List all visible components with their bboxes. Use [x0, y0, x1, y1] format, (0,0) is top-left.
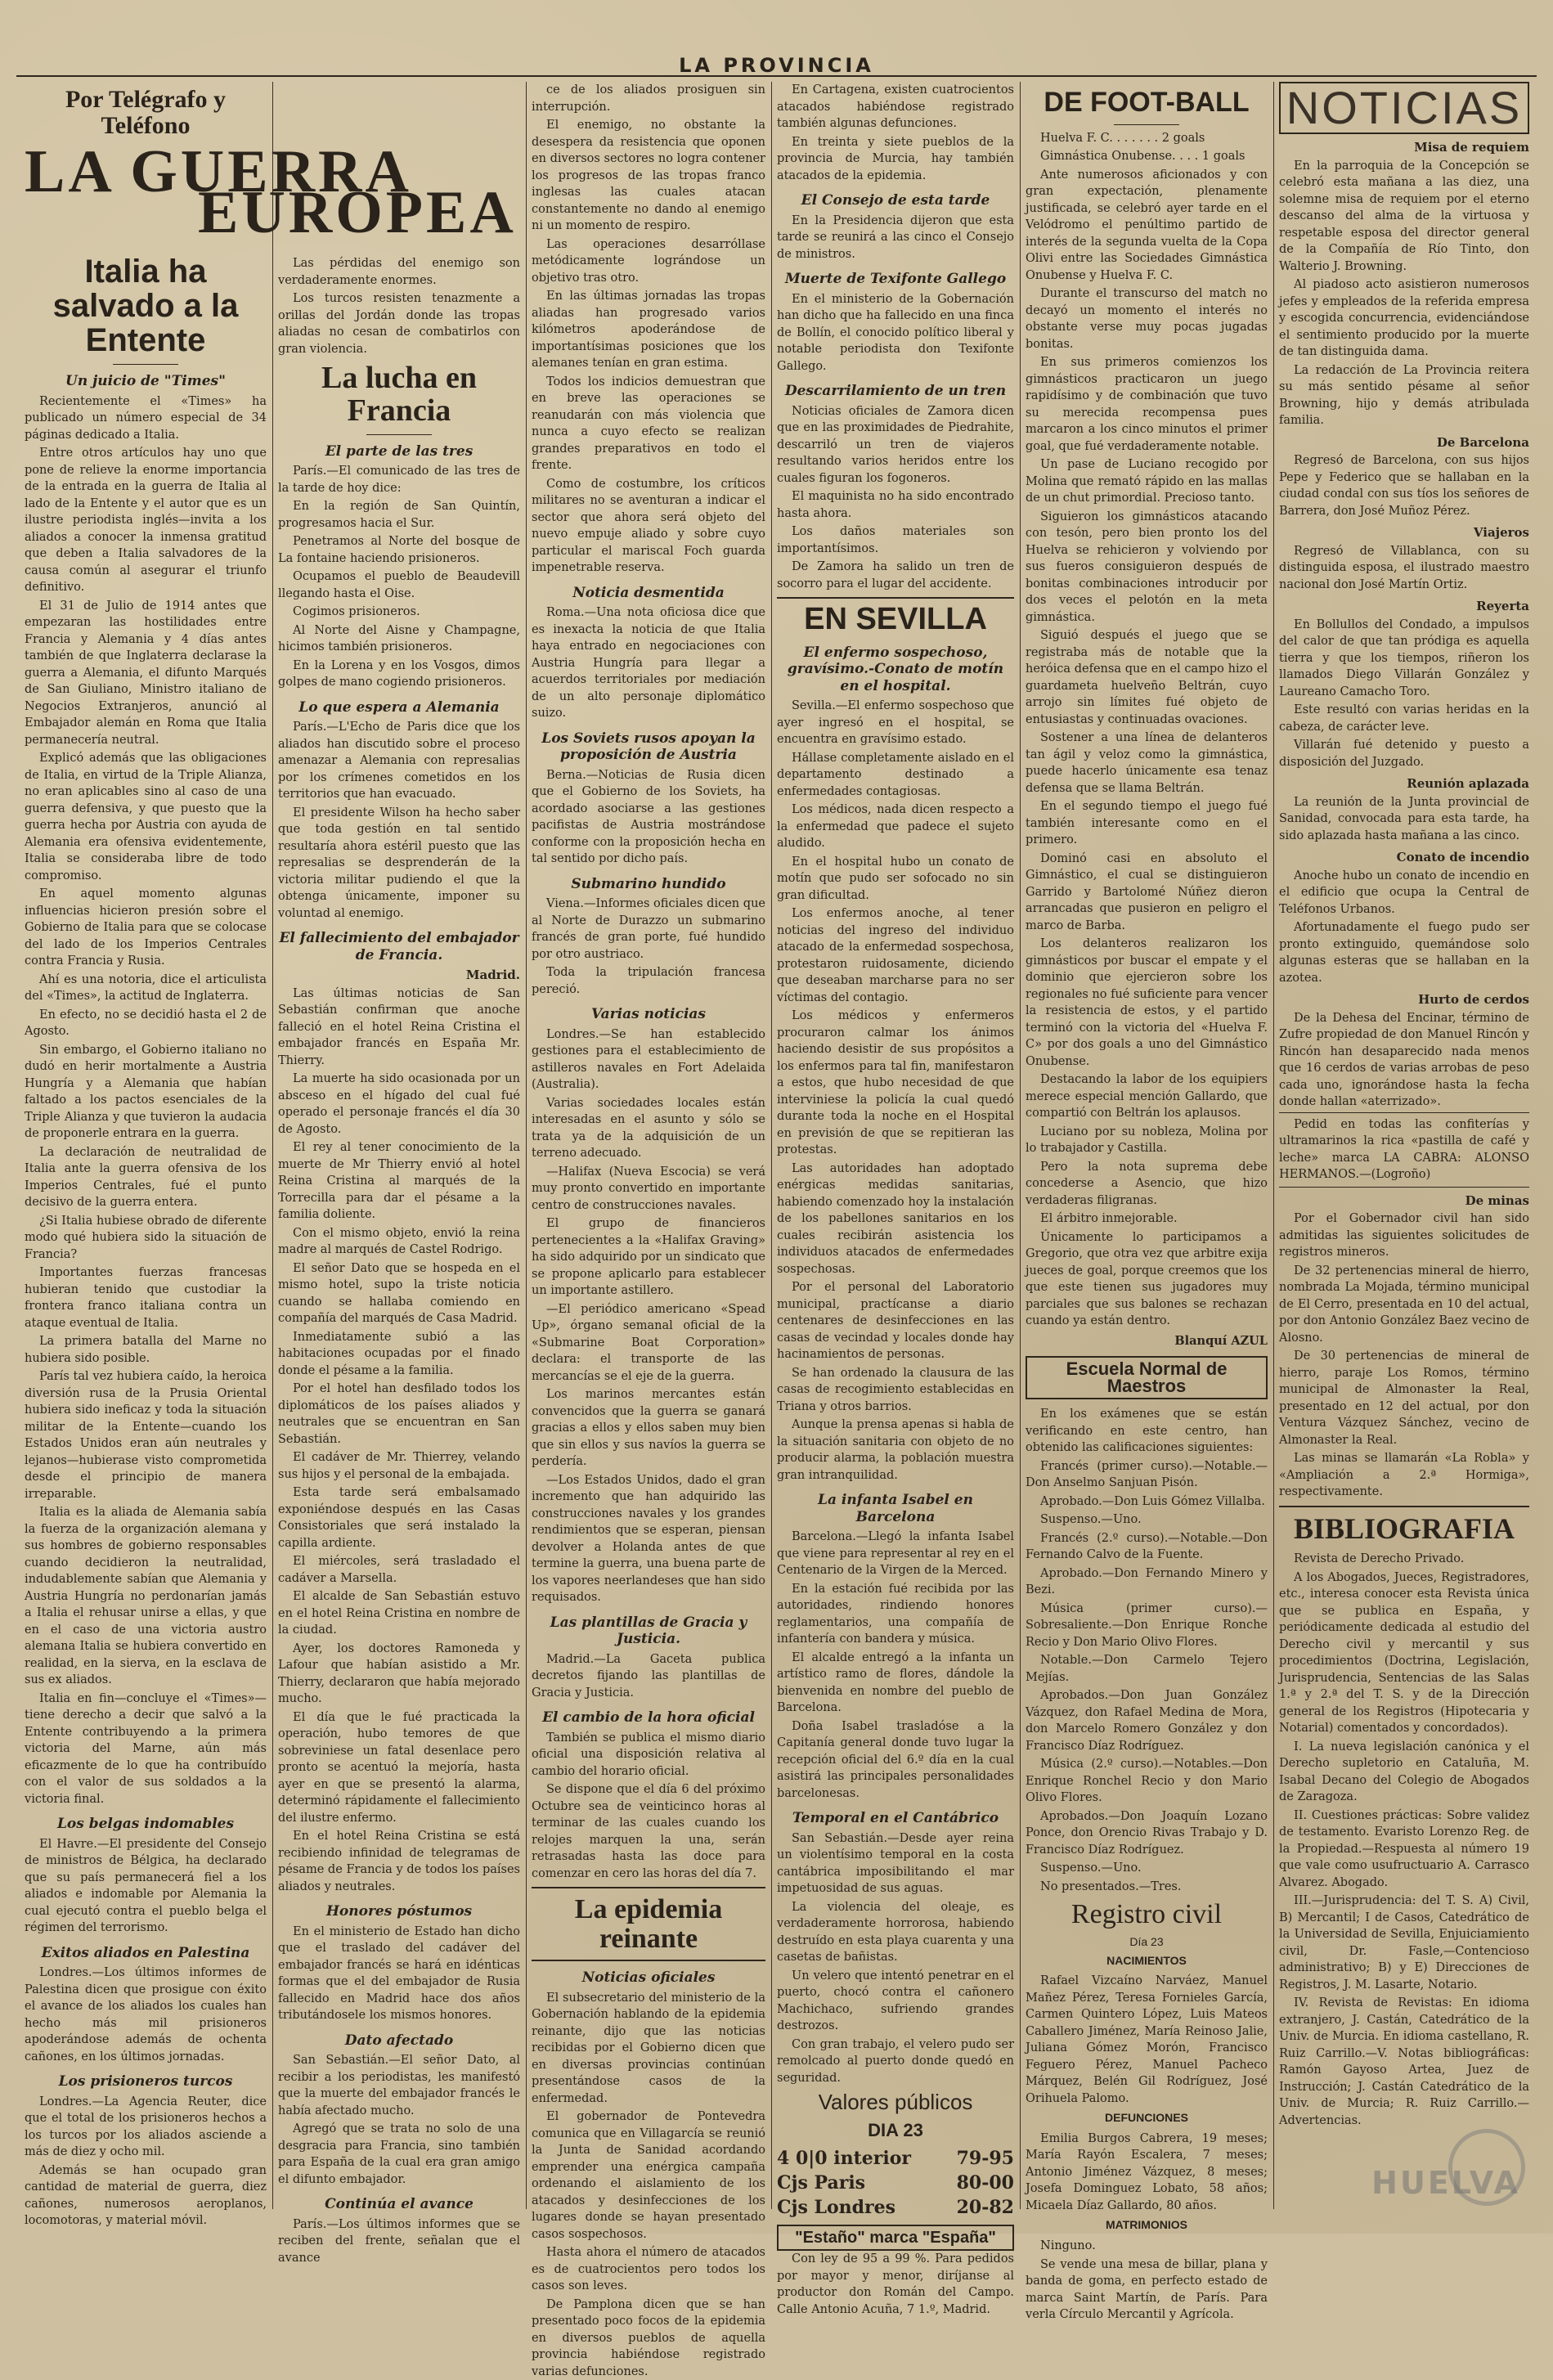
registro-headline: Registro civil — [1070, 1899, 1223, 1930]
article-paragraph: Este resultó con varias heridas en la cabeza, de carácter leve. — [1279, 703, 1529, 734]
article-paragraph: Como de costumbre, los críticos militares no se aventuran a indicar el sector que ahora será objeto del nuevo empuje aliado y sobre cuyo particular el mariscal Foch guarda impenetrable reserva. — [532, 477, 765, 574]
article-paragraph: Afortunadamente el fuego pudo ser pronto extinguido, quemándose solo algunas esteras que se hallaban en la azotea. — [1279, 921, 1529, 985]
article-paragraph: San Sebastián.—Desde ayer reina un violentísimo temporal en la costa cantábrica imposibilitando el mar impetuosidad de sus aguas. — [777, 1831, 1014, 1896]
infanta-subheadline: La infanta Isabel en Barcelona — [818, 1492, 973, 1525]
descarrilamiento-subheadline: Descarrilamiento de un tren — [784, 383, 1007, 399]
article-paragraph: De 32 pertenencias mineral de hierro, nombrada La Mojada, término municipal de El Cerro, presentada en 10 del actual, por don Antonio González Baez vecino de Alosno. — [1279, 1264, 1529, 1345]
article-paragraph: San Sebastián.—El señor Dato, al recibir a los periodistas, les manifestó que la muerte del embajador francés le había afectado mucho. — [278, 2054, 520, 2117]
article-paragraph: Destacando la labor de los equipiers merece especial mención Gallardo, que compartió con Beltrán los aplausos. — [1026, 1073, 1268, 1120]
article-paragraph: Cogimos prisioneros. — [293, 605, 420, 619]
article-paragraph: Doña Isabel trasladóse a la Capitanía general donde tuvo lugar la recepción oficial del 6.º día en la cual asistirá las principales personalidades barcelonesas. — [777, 1719, 1014, 1800]
matrimonios-header: MATRIMONIOS — [1105, 2218, 1188, 2232]
article-paragraph: Música (primer curso).—Sobresaliente.—Don Enrique Ronche Recio y Don Mario Olivo Flores. — [1026, 1601, 1268, 1649]
article-paragraph: La violencia del oleaje, es verdaderamente horrorosa, habiendo destruído en esta playa cuarenta y una casetas de bañistas. — [777, 1900, 1014, 1965]
article-paragraph: París tal vez hubiera caído, la heroica diversión rusa de la Prusia Oriental hubiera sido ineficaz y toda la situación militar de la Entente—cuando los Estados Unidos eran aún neutrales y lejanos—hubierase visto comprometida desde el principio de manera irreparable. — [25, 1370, 267, 1501]
valores-value: 80-00 — [956, 2171, 1014, 2194]
article-paragraph: Un pase de Luciano recogido por Molina que remató rápido en las mallas de un chut primordial. Precioso tanto. — [1026, 458, 1268, 505]
divider — [1114, 124, 1179, 125]
article-paragraph: El rey al tener conocimiento de la muerte de Mr Thierry envió al hotel Reina Cristina al marqués de la Torrecilla para dar el pésame a la familia doliente. — [278, 1141, 520, 1222]
article-paragraph: No presentados.—Tres. — [1040, 1879, 1182, 1893]
barcelona-subheadline: De Barcelona — [1436, 434, 1529, 450]
article-paragraph: París.—L'Echo de Paris dice que los aliados han discutido sobre el proceso amenazar a Alemania con represalias por los crímenes cometidos en los territorios que han evacuado. — [278, 721, 520, 802]
article-paragraph: El enemigo, no obstante la desespera da resistencia que oponen en diversos sectores no logra contener los progresos de las tropas franco inglesas las cuales atacan constantemente no dando al enemigo ni un momento de respiro. — [532, 119, 765, 232]
bibliografia-headline: BIBLIOGRAFIA — [1279, 1506, 1529, 1545]
italia-headline: Italia ha salvado a la Entente — [52, 254, 239, 358]
reyerta-subheadline: Reyerta — [1476, 599, 1529, 613]
article-paragraph: El 31 de Julio de 1914 antes que empezaran las hostilidades entre Francia y Alemania y 4 días antes también de que Inglaterra declarase la guerra a Alemania, el difunto Marqués de San Giuliano, Ministro italiano de Negocios Extranjeros, anunció al Embajador alemán en Roma que Italia permanecería neutral. — [25, 599, 267, 747]
estano-ad-headline: "Estaño" marca "España" — [777, 2225, 1014, 2252]
article-paragraph: Hállase completamente aislado en el departamento destinado a enfermedades contagiosas. — [777, 751, 1014, 798]
prisioneros-subheadline: Los prisioneros turcos — [58, 2073, 233, 2090]
article-paragraph: En treinta y siete pueblos de la provincia de Murcia, hay también atacados de la epidemia. — [777, 135, 1014, 182]
article-paragraph: El grupo de financieros pertenecientes a la «Halifax Graving» ha sido adquirido por un sindicato que se propone aplicarlo para establecer un importante astillero. — [532, 1217, 765, 1297]
article-paragraph: De Pamplona dicen que se han presentado poco focos de la epidemia en diversos pueblos de aquella provincia habiéndose registrado varias defunciones. — [532, 2297, 765, 2378]
article-paragraph: Italia es la aliada de Alemania sabía la fuerza de la organización alemana y sus hombres de gobierno responsables cuando decidieron la neutralidad, indudablemente sabían que Alemania y Austria Hungría no perdonarían jamás a Italia el rehusar unirse a ellas, y que en el caso de una victoria austro alemana Italia se hubiera convertido en realidad, en la sierva, en la esclava de sus ex aliados. — [25, 1506, 267, 1686]
article-paragraph: El Havre.—El presidente del Consejo de ministros de Bélgica, ha declarado que su país permanecerá fiel a los aliados e indomable por Alemania la cual ejecutó contra el pueblo belga el régimen del terrorismo. — [25, 1837, 267, 1934]
article-paragraph: Explicó además que las obligaciones de Italia, en virtud de la Triple Alianza, no eran aplicables sino al caso de una guerra defensiva, y que puesto que la guerra hecha por Austria con ayuda de Alemania era ofensiva evidentemente, Italia se consideraba libre de todo compromiso. — [25, 752, 267, 882]
article-paragraph: —Los Estados Unidos, dado el gran incremento que han adquirido las construcciones navales y los grandes rendimientos que se esperan, piensan devolver a Holanda antes de que termine la guerra, una buena parte de los vapores neerlandeses que han sido requisados. — [532, 1473, 765, 1604]
consejo-subheadline: El Consejo de esta tarde — [801, 192, 990, 209]
juicio-subheadline: Un juicio de "Times" — [65, 373, 226, 389]
exitos-subheadline: Exitos aliados en Palestina — [41, 1944, 250, 1961]
article-paragraph: Las últimas noticias de San Sebastián confirman que anoche falleció en el hotel Reina Cristina el embajador francés en España Mr. Thierry. — [278, 986, 520, 1067]
valores-label: Cjs Londres — [777, 2196, 896, 2218]
oficiales-subheadline: Noticias oficiales — [581, 1969, 716, 1987]
article-paragraph: Los enfermos anoche, al tener noticias del ingreso del individuo atacado de la enfermedad sospechosa, protestaron ruidosamente, diciendo que deseaban marcharse para no ser víctimas del contagio. — [777, 907, 1014, 1004]
article-paragraph: También se publica el mismo diario oficial una disposición relativa al cambio del horario oficial. — [532, 1731, 765, 1778]
article-paragraph: Aprobado.—Don Fernando Minero y Bezi. — [1026, 1566, 1268, 1597]
article-paragraph: Con gran trabajo, el velero pudo ser remolcado al puerto donde quedó en seguridad. — [777, 2037, 1014, 2085]
article-paragraph: Villarán fué detenido y puesto a disposición del Juzgado. — [1279, 739, 1529, 769]
article-paragraph: Francés (2.º curso).—Notable.—Don Fernando Calvo de la Fuente. — [1026, 1531, 1268, 1562]
article-paragraph: IV. Revista de Revistas: En idioma extranjero, J. Castán, Catedrático de la Univ. de Murcia. En idioma castellano, R. Ruiz Carrillo.—V. Notas bibliográficas: Ramón Gayoso Artea, Juez de Instrucción; J. Castán Catedrático de la Univ. de Murcia; R. Ruiz Carrillo.—Advertencias. — [1279, 1996, 1529, 2127]
article-paragraph: Londres.—Se han establecido gestiones para el establecimiento de astilleros navales en Fort Adelaida (Australia). — [532, 1027, 765, 1091]
article-paragraph: Aunque la prensa apenas si habla de la situación sanitaria con objeto de no producir alarma, la población muestra gran intranquilidad. — [777, 1418, 1014, 1482]
article-paragraph: De 30 pertenencias de mineral de hierro, paraje Los Romos, término municipal de Almonaster la Real, presentado en 12 del actual, por don Ventura Vázquez Sánchez, vecino de Almonaster la Real. — [1279, 1349, 1529, 1447]
article-paragraph: En el segundo tiempo el juego fué también interesante como en el primero. — [1026, 800, 1268, 847]
watermark: HUELVA — [1371, 2165, 1520, 2201]
article-paragraph: Entre otros artículos hay uno que pone de relieve la enorme importancia de la entrada en la guerra de Italia al lado de la Entente y el autor que es un ilustre periodista inglés—invita a los aliados a conocer la inmensa gratitud que deben a Italia salvadores de la causa común al asegurar el triunfo definitivo. — [25, 447, 267, 594]
article-paragraph: Ayer, los doctores Ramoneda y Lafour que habían asistido a Mr. Thierry, declararon que había mejorado mucho. — [278, 1641, 520, 1706]
article-paragraph: El señor Dato que se hospeda en el mismo hotel, supo la triste noticia cuando se hallaba comiendo en compañía del marqués de Casa Madrid. — [278, 1261, 520, 1326]
article-paragraph: Madrid.—La Gaceta publica decretos fijando las plantillas de Gracia y Justicia. — [532, 1652, 765, 1700]
article-paragraph: La declaración de neutralidad de Italia ante la guerra ofensiva de los Imperios Centrales, fué el punto decisivo de la guerra entera. — [25, 1145, 267, 1209]
article-paragraph: Toda la tripulación francesa pereció. — [532, 966, 765, 996]
article-paragraph: De la Dehesa del Encinar, término de Zufre propiedad de don Manuel Rincón y Rincón han desaparecido nada menos que 16 cerdos de varias arrobas de peso cada uno, ignorándose hasta la fecha donde hallan «aterrizado». — [1279, 1011, 1529, 1108]
valores-value: 20-82 — [956, 2196, 1014, 2218]
submarino-subheadline: Submarino hundido — [571, 875, 726, 892]
article-paragraph: Londres.—Los últimos informes de Palestina dicen que prosigue con éxito el avance de los aliados los cuales han hecho más mil prisioneros apoderándose además de ochenta cañones, en los últimos jornadas. — [25, 1966, 267, 2063]
article-paragraph: En aquel momento algunas influencias hicieron presión sobre el Gobierno de Italia para que se colocase del lado de los Imperios Centrales contra Francia y Rusia. — [25, 887, 267, 968]
article-paragraph: Los marinos mercantes están convencidos que la guerra se ganará gracias a ellos y ellos saben muy bien que sin ellos y sus navíos la guerra se perdería. — [532, 1388, 765, 1468]
article-paragraph: Sostener a una línea de delanteros tan ágil y veloz como la gimnástica, puede hacerlo únicamente esa tenaz defensa que se llama Beltrán. — [1026, 731, 1268, 795]
article-paragraph: A los Abogados, Jueces, Registradores, etc., interesa conocer esta Revista única que se publica en España, y periódicamente dedicada al estudio del Derecho civil y mercantil y sus procedimientos (Doctrina, Legislación, Jurisprudencia, Sentencias de las Salas 1.ª y 2.ª del T. S. y de la Dirección general de los Registros (Hipotecaria y Notarial) comentados y concordados). — [1279, 1570, 1529, 1736]
article-paragraph: Anoche hubo un conato de incendio en el edificio que ocupa la Central de Teléfonos Urbanos. — [1279, 869, 1529, 916]
article-paragraph: El gobernador de Pontevedra comunica que en Villagarcía se reunió la Junta de Sanidad acordando emprender una enérgica campaña ordenando el aislamiento de los atacados y desinfecciones de los lugares donde se hayan presentado casos sospechosos. — [532, 2110, 765, 2241]
lucha-headline: La lucha en Francia — [321, 361, 478, 428]
guerra-europea-headline — [25, 138, 517, 246]
article-paragraph: Los delanteros realizaron los gimnásticos por buscar el empate y el dominio que ejercieron sobre los regionales no fué suficiente para vencer la resistencia de estos, y el partido terminó con la victoria del «Huelva F. C» por dos goals a uno del Gimnástico Onubense. — [1026, 937, 1268, 1068]
valores-label: 4 0|0 interior — [777, 2147, 911, 2169]
article-paragraph: Hasta ahora el número de atacados es de cuatrocientos pero todos los casos son leves. — [532, 2246, 765, 2293]
conato-subheadline: Conato de incendio — [1396, 850, 1529, 864]
article-paragraph: En la parroquia de la Concepción se celebró esta mañana a las diez, una solemne misa de requiem por el eterno descanso del alma de la virtuosa y respetable esposa del director general de la Compañía de Río Tinto, don Walterio J. Browning. — [1279, 159, 1529, 273]
column-2 — [278, 255, 520, 2265]
article-paragraph: Barcelona.—Llegó la infanta Isabel que viene para representar al rey en el Centenario de la Virgen de la Merced. — [777, 1530, 1014, 1578]
telegrafo-header: Por Telégrafo y Teléfono — [65, 86, 227, 139]
article-paragraph: Las pérdidas del enemigo son verdaderamente enormes. — [278, 257, 520, 287]
varias-subheadline: Varias noticias — [591, 1006, 706, 1022]
noticias-headline: NOTICIAS — [1279, 82, 1529, 134]
valores-headline: Valores públicos — [818, 2090, 973, 2115]
masthead-title: LA PROVINCIA — [679, 54, 874, 77]
article-paragraph: Suspenso.—Uno. — [1040, 1513, 1142, 1527]
hurto-subheadline: Hurto de cerdos — [1418, 992, 1529, 1007]
column-rule — [1273, 82, 1274, 2209]
epidemia-headline: La epidemia reinante — [532, 1887, 765, 1961]
article-paragraph: Varias sociedades locales están interesadas en el asunto y sólo se trata ya de la adquisición de un terreno adecuado. — [532, 1096, 765, 1160]
article-paragraph: Con el mismo objeto, envió la reina madre al marqués de Castel Rodrigo. — [278, 1226, 520, 1257]
article-paragraph: El presidente Wilson ha hecho saber que toda gestión en tal sentido resultaría ahora estéril puesto que las represalias se desprenderán de la victoria militar pudiendo el que la obtenga únicamente, imponer su voluntad al enemigo. — [278, 806, 520, 920]
article-paragraph: Todos los indicios demuestran que en breve las operaciones se reanudarán con más violencia que nunca a cuyo efecto se realizan grandes preparativos en todo el frente. — [532, 375, 765, 472]
article-paragraph: El maquinista no ha sido encontrado hasta ahora. — [777, 490, 1014, 520]
article-paragraph: Las minas se llamarán «La Robla» y «Ampliación a 2.ª Hormiga», respectivamente. — [1279, 1452, 1529, 1498]
article-paragraph: En la estación fué recibida por las autoridades, rindiendo honores reglamentarios, una compañía de infantería con bandera y música. — [777, 1582, 1014, 1646]
article-paragraph: En sus primeros comienzos los gimnásticos practicaron un juego rapidísimo y de combinación que tuvo su merecida recompensa pues marcaron a los cinco minutos el primer goal, que fué verdaderamente notable. — [1026, 356, 1268, 453]
article-paragraph: Ocupamos el pueblo de Beaudevill llegando hasta el Oise. — [278, 570, 520, 600]
football-headline: DE FOOT-BALL — [1044, 87, 1250, 118]
article-paragraph: Siguieron los gimnásticos atacando con tesón, pero bien pronto los del Huelva se rehicieron y volviendo por sus fueros consiguieron después de bonitas combinaciones introducir por dos veces el pelotón en la meta gimnástica. — [1026, 510, 1268, 624]
article-paragraph: III.—Jurisprudencia: del T. S. A) Civil, B) Mercantil; I de Casos, Catedrático de la Universidad de Sevilla, Enjuiciamiento civil, Dr. Fasle,—Contencioso administrativo; B) y E) Direcciones de Registros, J. M. Lasarte, Notario. — [1279, 1894, 1529, 1992]
article-paragraph: La redacción de La Provincia reitera su más sentido pésame al señor Browning, hijo y demás atribulada familia. — [1279, 363, 1529, 427]
article-paragraph: La reunión de la Junta provincial de Sanidad, convocada para esta tarde, ha sido aplazada hasta mañana a las cinco. — [1279, 795, 1529, 842]
article-paragraph: Sevilla.—El enfermo sospechoso que ayer ingresó en el hospital, se encuentra en gravísimo estado. — [777, 699, 1014, 747]
article-paragraph: Importantes fuerzas francesas hubieran tenido que custodiar la frontera franco italiana contra un ataque eventual de Italia. — [25, 1266, 267, 1330]
article-paragraph: De Zamora ha salido un tren de socorro para el lugar del accidente. — [777, 560, 1014, 591]
article-paragraph: Regresó de Barcelona, con sus hijos Pepe y Federico que se hallaban en la ciudad condal con sus tíos los señores de Barrera, don José Muñoz Pérez. — [1279, 454, 1529, 518]
article-paragraph: En el ministerio de Estado han dicho que el traslado del cadáver del embajador francés se hará en idénticas formas que el del embajador de Rusia fallecido en Madrid hace dos años tributándosele los mismos honores. — [278, 1924, 520, 2023]
article-paragraph: I. La nueva legislación canónica y el Derecho supletorio en Cataluña, M. Isabal Decano del Colegio de Abogados de Zaragoza. — [1279, 1740, 1529, 1804]
article-paragraph: Los médicos y enfermeros procuraron calmar los ánimos haciendo desistir de sus propósitos a los enfermos para tal fin, manifestaron a estos, que hubo necesidad de que interviniese la policía la cual quedó durante toda la noche en el Hospital en previsión de que se repitieran las protestas. — [777, 1009, 1014, 1157]
article-paragraph: En la Presidencia dijeron que esta tarde se reunirá a las cinco el Consejo de ministros. — [777, 213, 1014, 261]
dateline: Madrid. — [465, 968, 520, 983]
minas-subheadline: De minas — [1465, 1192, 1529, 1208]
article-paragraph: Por el hotel han desfilado todos los diplomáticos de los países aliados y neutrales que se encuentran en San Sebastián. — [278, 1382, 520, 1446]
article-paragraph: Las operaciones desarróllase metódicamente lográndose un objetivo tras otro. — [532, 237, 765, 285]
signature: Blanquí AZUL — [1174, 1333, 1268, 1348]
article-paragraph: Noticias oficiales de Zamora dicen que en las proximidades de Piedrahite, descarriló un tren de viajeros resultando varios heridos entre los cuales figuran los fogoneros. — [777, 404, 1014, 485]
valores-row — [777, 2171, 1014, 2195]
guerra-line-2: EUROPEA — [198, 179, 517, 246]
article-paragraph: En el ministerio de la Gobernación han dicho que ha fallecido en una finca de Bollín, el conocido político liberal y notable periodista don Texifonte Gallego. — [777, 292, 1014, 373]
sevilla-headline: EN SEVILLA — [777, 597, 1014, 636]
billar-ad: Se vende una mesa de billar, plana y banda de goma, en perfecto estado de marca Saint Martín, de París. Para verla Círculo Mercantil y Agrícola. — [1026, 2257, 1268, 2322]
article-paragraph: En Bollullos del Condado, a impulsos del calor de que tan pródiga es aquella tierra y que los tiempos, riñeron los llamados Diego Villarán González y Laureano Camacho Toro. — [1279, 617, 1529, 698]
article-paragraph: Recientemente el «Times» ha publicado un número especial de 34 páginas dedicado a Italia. — [25, 394, 267, 442]
article-paragraph: Viena.—Informes oficiales dicen que al Norte de Durazzo un submarino francés de gran porte, fué hundido por otro austriaco. — [532, 897, 765, 961]
article-paragraph: Francés (primer curso).—Notable.—Don Anselmo Sanjuan Pisón. — [1026, 1459, 1268, 1490]
article-paragraph: Las autoridades han adoptado enérgicas medidas sanitarias, habiendo comenzado hoy la instalación de los pabellones sanitarios en los cuales recibirán asistencia los individuos atacados de enfermedades sospechosas. — [777, 1161, 1014, 1276]
article-paragraph: ce de los aliados prosiguen sin interrupción. — [532, 83, 765, 114]
article-paragraph: Revista de Derecho Privado. — [1294, 1552, 1465, 1566]
cambio-subheadline: El cambio de la hora oficial — [542, 1709, 755, 1726]
article-paragraph: En la región de San Quintín, progresamos hacia el Sur. — [278, 500, 520, 530]
article-paragraph: El miércoles, será trasladado el cadáver a Marsella. — [278, 1555, 520, 1585]
article-paragraph: Únicamente lo participamos a Gregorio, que otra vez que arbitre exija jueces de goal, porque creemos que los que este tienen sus jugadores muy parciales que sus balones se rechazan cuando ya están dentro. — [1026, 1230, 1268, 1328]
masthead — [16, 54, 1537, 77]
nacimientos-header: NACIMIENTOS — [1106, 1953, 1187, 1967]
article-paragraph: El alcalde entregó a la infanta un artístico ramo de flores, dándole la bienvenida en nombre del pueblo de Barcelona. — [777, 1650, 1014, 1715]
article-paragraph: En el hotel Reina Cristina se está recibiendo infinidad de telegramas de pésame de Francia y de todos los países aliados y neutrales. — [278, 1830, 520, 1893]
espera-subheadline: Lo que espera a Alemania — [298, 698, 500, 716]
article-paragraph: Por el Gobernador civil han sido admitidas las siguientes solicitudes de registros mineros. — [1279, 1212, 1529, 1259]
article-paragraph: El subsecretario del ministerio de la Gobernación hablando de la epidemia reinante, dijo que las noticias recibidas por el Gobierno dicen que en diversas provincias continúan presentándose casos de la enfermedad. — [532, 1991, 765, 2105]
article-paragraph: Dominó casi en absoluto el Gimnástico, el cual se distinguieron Garrido y Bartolomé Núñez dieron arrancadas que pusieron en peligro el marco de Barba. — [1026, 851, 1268, 932]
article-paragraph: Además se han ocupado gran cantidad de material de guerra, diez cañones, numerosos aeroplanos, locomotoras, y material móvil. — [25, 2163, 267, 2227]
article-paragraph: En los exámenes que se están verificando en este centro, han obtenido las calificaciones siguientes: — [1026, 1408, 1268, 1455]
valores-label: Cjs Paris — [777, 2171, 866, 2194]
article-paragraph: Berna.—Noticias de Rusia dicen que el Gobierno de los Soviets, ha acordado asociarse a las gestiones pacifistas de Austria mostrándose conforme con la proposición hecha en tal sentido por dicho país. — [532, 768, 765, 865]
column-rule — [526, 82, 527, 2209]
escuela-headline: Escuela Normal de Maestros — [1026, 1356, 1268, 1399]
belgas-subheadline: Los belgas indomables — [56, 1816, 235, 1832]
article-paragraph: Emilia Burgos Cabrera, 19 meses; María Rayón Escalera, 7 meses; Antonio Jiménez Vázquez, 8 meses; Josefa Dominguez Lobato, 58 años; Micaela Díaz Gallardo, 80 años. — [1026, 2131, 1268, 2212]
registro-day: Día 23 — [1129, 1934, 1164, 1948]
temporal-subheadline: Temporal en el Cantábrico — [792, 1810, 999, 1827]
soviets-subheadline: Los Soviets rusos apoyan la proposición de Austria — [541, 730, 756, 763]
parte-subheadline: El parte de las tres — [325, 442, 474, 460]
column-3 — [532, 82, 765, 2378]
column-rule — [1020, 82, 1021, 2209]
article-paragraph: Ahí es una notoria, dice el articulista del «Times», la actitud de Inglaterra. — [25, 972, 267, 1003]
article-paragraph: En la Lorena y en los Vosgos, dimos golpes de mano cogiendo prisioneros. — [278, 658, 520, 689]
article-paragraph: En efecto, no se decidió hasta el 2 de Agosto. — [25, 1008, 267, 1038]
dato-subheadline: Dato afectado — [344, 2032, 454, 2049]
article-paragraph: Inmediatamente subió a las habitaciones ocupadas por el finado donde el pésame a la familia. — [278, 1330, 520, 1377]
article-paragraph: Pero la nota suprema debe concederse a Asencio, que hizo verdaderas filigranas. — [1026, 1160, 1268, 1207]
article-paragraph: Se han ordenado la clausura de las casas de recogimiento establecidas en Triana y otros barrios. — [777, 1366, 1014, 1413]
valores-row — [777, 2195, 1014, 2220]
article-paragraph: Los turcos resisten tenazmente a orillas del Jordán donde las tropas aliadas no cesan de combatirlos con gran violencia. — [278, 292, 520, 356]
guerra-line-1: LA GUERRA — [25, 138, 412, 205]
article-paragraph: En el hospital hubo un conato de motín que pudo ser sofocado no sin gran dificultad. — [777, 855, 1014, 902]
article-paragraph: Luciano por su nobleza, Molina por lo trabajador y Castilla. — [1026, 1125, 1268, 1156]
article-paragraph: Aprobado.—Don Luis Gómez Villalba. — [1040, 1494, 1266, 1508]
column-6 — [1279, 82, 1529, 2209]
article-paragraph: El alcalde de San Sebastián estuvo en el hotel Reina Cristina en nombre de la ciudad. — [278, 1590, 520, 1637]
article-paragraph: Ante numerosos aficionados y con gran expectación, plenamente justificada, se celebró ayer tarde en el Velódromo el penúltimo partido de interés de la segunda vuelta de la Copa Olivi entre las Sociedades Gimnástica Onubense y Huelva F. C. — [1026, 168, 1268, 282]
article-paragraph: París.—El comunicado de las tres de la tarde de hoy dice: — [278, 465, 520, 495]
article-paragraph: Regresó de Villablanca, con su distinguida esposa, el ilustrado maestro nacional don José Martín Ortiz. — [1279, 544, 1529, 591]
article-paragraph: Durante el transcurso del match no decayó un momento el interés no obstante verse muy pocas jugadas bonitas. — [1026, 287, 1268, 351]
estano-ad-text: Con ley de 95 a 99 %. Para pedidos por mayor y menor, diríjanse al productor don Román del Campo. Calle Antonio Acuña, 7 1.º, Madrid. — [777, 2252, 1014, 2316]
article-paragraph: En Cartagena, existen cuatrocientos atacados habiéndose registrado también algunas defunciones. — [777, 83, 1014, 130]
article-paragraph: Sin embargo, el Gobierno italiano no dudó en herir mortalmente a Austria Hungría y a Alemania que habían faltado a los pactos esenciales de la Triple Alianza y que tuvieron la audacia de proponerle entrara en la guerra. — [25, 1043, 267, 1140]
defunciones-header: DEFUNCIONES — [1105, 2111, 1188, 2125]
article-paragraph: París.—Los últimos informes que se reciben del frente, señalan que el avance — [278, 2217, 520, 2265]
valores-day: DIA 23 — [868, 2119, 923, 2140]
texifonte-subheadline: Muerte de Texifonte Gallego — [784, 271, 1007, 287]
column-rule — [272, 82, 273, 2209]
article-paragraph: La muerte ha sido ocasionada por un absceso en el hígado del cual fué operado el personaje francés el día 30 de Agosto. — [278, 1072, 520, 1136]
viajeros-subheadline: Viajeros — [1473, 525, 1529, 540]
score-line: Gimnástica Onubense. . . . 1 goals — [1040, 150, 1246, 164]
article-paragraph: II. Cuestiones prácticas: Sobre validez de testamento. Evaristo Lorenzo Reg. de la Propiedad.—Respuesta al número 19 que vale como usufructuario A. Carrasco Alvarez. Abogado. — [1279, 1808, 1529, 1889]
divider — [113, 364, 178, 365]
article-paragraph: ¿Si Italia hubiese obrado de diferente modo qué hubiera sido la situación de Francia? — [25, 1214, 267, 1261]
article-paragraph: Roma.—Una nota oficiosa dice que es inexacta la noticia de que Italia haya entrado en negociaciones con Austria Hungría para llegar a acuerdos territoriales por mediación de un alto personaje diplomático suizo. — [532, 606, 765, 720]
article-paragraph: Aprobados.—Don Juan González Vázquez, don Rafael Medina de Mora, don Marcelo Romero González y don Francisco Díaz Rodríguez. — [1026, 1689, 1268, 1753]
article-paragraph: Rafael Vizcaíno Narváez, Manuel Mañez Pérez, Teresa Fornieles García, Carmen Quintero López, Luis Mateos Caballero Jiménez, María Reinoso Jalie, Juliana Gómez Morón, Francisco Feguero Pérez, Manuel Pacheco Márquez, Belén Gil Rodríguez, José Orihuela Palomo. — [1026, 1974, 1268, 2105]
article-paragraph: Los médicos, nada dicen respecto a la enfermedad que padece el sujeto aludido. — [777, 803, 1014, 851]
reunion-subheadline: Reunión aplazada — [1407, 776, 1529, 791]
pedid-ad: Pedid en todas las confiterías y ultramarinos la rica «pastilla de café y leche» marca LA CABRA: ALONSO HERMANOS.—(Logroño) — [1279, 1112, 1529, 1188]
article-paragraph: El cadáver de Mr. Thierrey, velando sus hijos y el personal de la embajada. — [278, 1451, 520, 1481]
fallecimiento-subheadline: El fallecimiento del embajador de Francia. — [279, 930, 519, 963]
article-paragraph: Londres.—La Agencia Reuter, dice que el total de los prisioneros hechos a los turcos por los aliados asciende a más de diez y ocho mil. — [25, 2095, 267, 2158]
article-paragraph: Ninguno. — [1040, 2239, 1096, 2253]
article-paragraph: El árbitro inmejorable. — [1040, 1212, 1178, 1226]
article-paragraph: Penetramos al Norte del bosque de La fontaine haciendo prisioneros. — [278, 535, 520, 565]
article-paragraph: Un velero que intentó penetrar en el puerto, chocó contra el cañonero Machichaco, sufriendo grandes destrozos. — [777, 1969, 1014, 2033]
column-rule — [771, 82, 772, 2209]
article-paragraph: Italia en fin—concluye el «Times»—tiene derecho a decir que salvó a la Entente contribuyendo a la primera victoria del Marne, aún más eficazmente de lo que ha contribuído con el valor de sus soldados a la victoria final. — [25, 1691, 267, 1806]
plantillas-subheadline: Las plantillas de Gracia y Justicia. — [550, 1614, 747, 1647]
article-paragraph: Se dispone que el día 6 del próximo Octubre sea de veinticinco horas al terminar de las cuales cuando los relojes marquen la una, serán retrasadas hasta las doce para comenzar en cero las horas del día 7. — [532, 1783, 765, 1880]
article-paragraph: Los daños materiales son importantísimos. — [777, 525, 1014, 555]
article-paragraph: En las últimas jornadas las tropas aliadas han progresado varios kilómetros apoderándose de importantísimas posiciones que los alemanes tenían en gran estima. — [532, 290, 765, 370]
score-line: Huelva F. C. . . . . . . 2 goals — [1040, 131, 1205, 145]
honores-subheadline: Honores póstumos — [325, 1903, 473, 1920]
article-paragraph: —Halifax (Nueva Escocia) se verá muy pronto convertido en importante centro de construcciones navales. — [532, 1165, 765, 1212]
article-paragraph: Notable.—Don Carmelo Tejero Mejías. — [1026, 1654, 1268, 1684]
article-paragraph: La primera batalla del Marne no hubiera sido posible. — [25, 1335, 267, 1365]
article-paragraph: El día que le fué practicada la operación, hubo temores de que sobreviniese un fatal desenlace pero pronto se acentuó la mejoría, hasta ayer en que se presentó la alarma, determinó rápidamente el fallecimiento del ilustre enfermo. — [278, 1710, 520, 1825]
column-4 — [777, 82, 1014, 2316]
article-paragraph: Al piadoso acto asistieron numerosos jefes y empleados de la referida empresa y escogida concurrencia, evidenciándose el sentimiento producido por la muerte de tan distinguida dama. — [1279, 278, 1529, 358]
desmentida-subheadline: Noticia desmentida — [572, 584, 725, 601]
article-paragraph: Siguió después el juego que se registraba más de notable que la heróica defensa que en el campo hizo el guardameta huelveño Beltrán, cuyo arrojo sin límites fué objeto de entusiastas y continuadas ovaciones. — [1026, 629, 1268, 726]
valores-row — [777, 2146, 1014, 2171]
article-paragraph: Agregó que se trata no solo de una desgracia para Francia, sino también para España de la cual era gran amigo el difunto embajador. — [278, 2122, 520, 2186]
article-paragraph: Por el personal del Laboratorio municipal, practícanse a diario centenares de desinfecciones en las casas de vecindad y locales donde hay hacinamientos de personas. — [777, 1281, 1014, 1362]
misa-subheadline: Misa de requiem — [1414, 140, 1529, 155]
divider — [366, 434, 432, 435]
avance-subheadline: Continúa el avance — [325, 2196, 474, 2213]
valores-value: 79-95 — [956, 2147, 1014, 2169]
article-paragraph: Aprobados.—Don Joaquín Lozano Ponce, don Orencio Rivas Trabajo y D. Francisco Díaz Rodríguez. — [1026, 1809, 1268, 1857]
sevilla-subheadline: El enfermo sospechoso, gravísimo.-Conato de motín en el hospital. — [787, 644, 1004, 694]
article-paragraph: Al Norte del Aisne y Champagne, hicimos también prisioneros. — [278, 623, 520, 654]
article-paragraph: —El periódico americano «Spead Up», órgano semanal oficial de la «Submarine Boat Corporation» declara: el transporte de las mercancías se el eje de la guerra. — [532, 1302, 765, 1383]
column-5 — [1026, 82, 1268, 2322]
article-paragraph: Música (2.º curso).—Notables.—Don Enrique Ronchel Recio y don Mario Olivo Flores. — [1026, 1758, 1268, 1805]
article-paragraph: Suspenso.—Uno. — [1040, 1861, 1142, 1875]
article-paragraph: Esta tarde será embalsamado exponiéndose después en las Casas Consistoriales que será instalado la capilla ardiente. — [278, 1486, 520, 1550]
